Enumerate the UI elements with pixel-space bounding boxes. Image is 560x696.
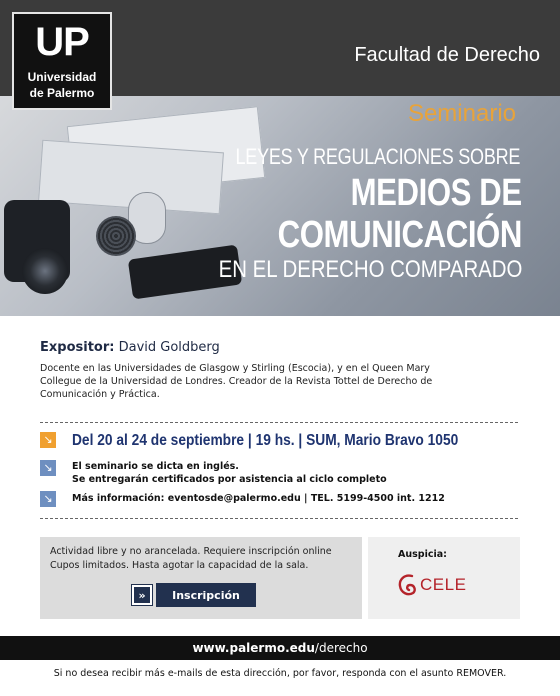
logo-line2: de Palermo: [29, 86, 95, 100]
title-line2: MEDIOS DE: [350, 172, 522, 214]
logo-initials: UP: [35, 20, 89, 64]
registration-box: [40, 537, 362, 619]
unsubscribe-notice: Si no desea recibir más e-mails de esta dirección, por favor, responda con el asunto REMOVER.: [53, 668, 507, 679]
title-line4: EN EL DERECHO COMPARADO: [218, 256, 522, 283]
divider: [40, 422, 518, 423]
bio-line: Comunicación y Práctica.: [40, 389, 160, 400]
speaker-name: David Goldberg: [118, 340, 220, 355]
divider: [40, 518, 518, 519]
speaker-line: [40, 340, 220, 355]
arrow-down-right-icon: ↘: [40, 460, 56, 476]
footer-url-path: /derecho: [314, 641, 368, 655]
notes-row: [40, 460, 387, 486]
event-notes: [72, 460, 387, 486]
bio-line: Collegue de la Universidad de Londres. Creador de la Revista Tottel de Derecho de: [40, 376, 433, 387]
sponsor-label: Auspicia:: [398, 549, 447, 560]
title-line3: COMUNICACIÓN: [277, 214, 522, 256]
registration-text: [50, 545, 332, 573]
cele-name: CELE: [420, 575, 467, 594]
speaker-bio: [40, 362, 520, 401]
header-banner: [0, 0, 560, 316]
contact-row: [40, 491, 445, 507]
camera-lens-icon: [22, 248, 68, 294]
dates-row: [40, 432, 521, 450]
double-chevron-right-icon: »: [132, 585, 152, 605]
up-logo[interactable]: [12, 12, 112, 110]
event-dates: Del 20 al 24 de septiembre | 19 hs. | SUM, Mario Bravo 1050: [72, 432, 459, 449]
sponsor-box: [368, 537, 520, 619]
note-language: El seminario se dicta en inglés.: [72, 461, 239, 472]
inscripcion-button-label: Inscripción: [156, 583, 256, 607]
microphone-icon: [96, 216, 136, 256]
footer-url-domain: www.palermo.edu: [192, 641, 315, 655]
event-type: Seminario: [407, 100, 516, 127]
registration-line: Cupos limitados. Hasta agotar la capacidad de la sala.: [50, 560, 309, 571]
speaker-label: Expositor:: [40, 340, 115, 355]
faculty-name: Facultad de Derecho: [354, 44, 540, 66]
arrow-down-right-icon: ↘: [40, 491, 56, 507]
logo-line1: Universidad: [27, 70, 97, 84]
cele-spiral-icon: [398, 573, 416, 597]
registration-line: Actividad libre y no arancelada. Requiere inscripción online: [50, 546, 332, 557]
footer-bar: [0, 636, 560, 660]
bio-line: Docente en las Universidades de Glasgow y Stirling (Escocia), y en el Queen Mary: [40, 363, 430, 374]
cele-logo[interactable]: [398, 573, 466, 597]
note-certificates: Se entregarán certificados por asistencia al ciclo completo: [72, 474, 387, 485]
arrow-down-right-icon: ↘: [40, 432, 56, 448]
footer-website-link[interactable]: [192, 641, 367, 655]
contact-info[interactable]: Más información: eventosde@palermo.edu | TEL. 5199-4500 int. 1212: [72, 493, 445, 504]
title-line1: LEYES Y REGULACIONES SOBRE: [235, 144, 520, 169]
inscripcion-button[interactable]: [132, 583, 256, 607]
